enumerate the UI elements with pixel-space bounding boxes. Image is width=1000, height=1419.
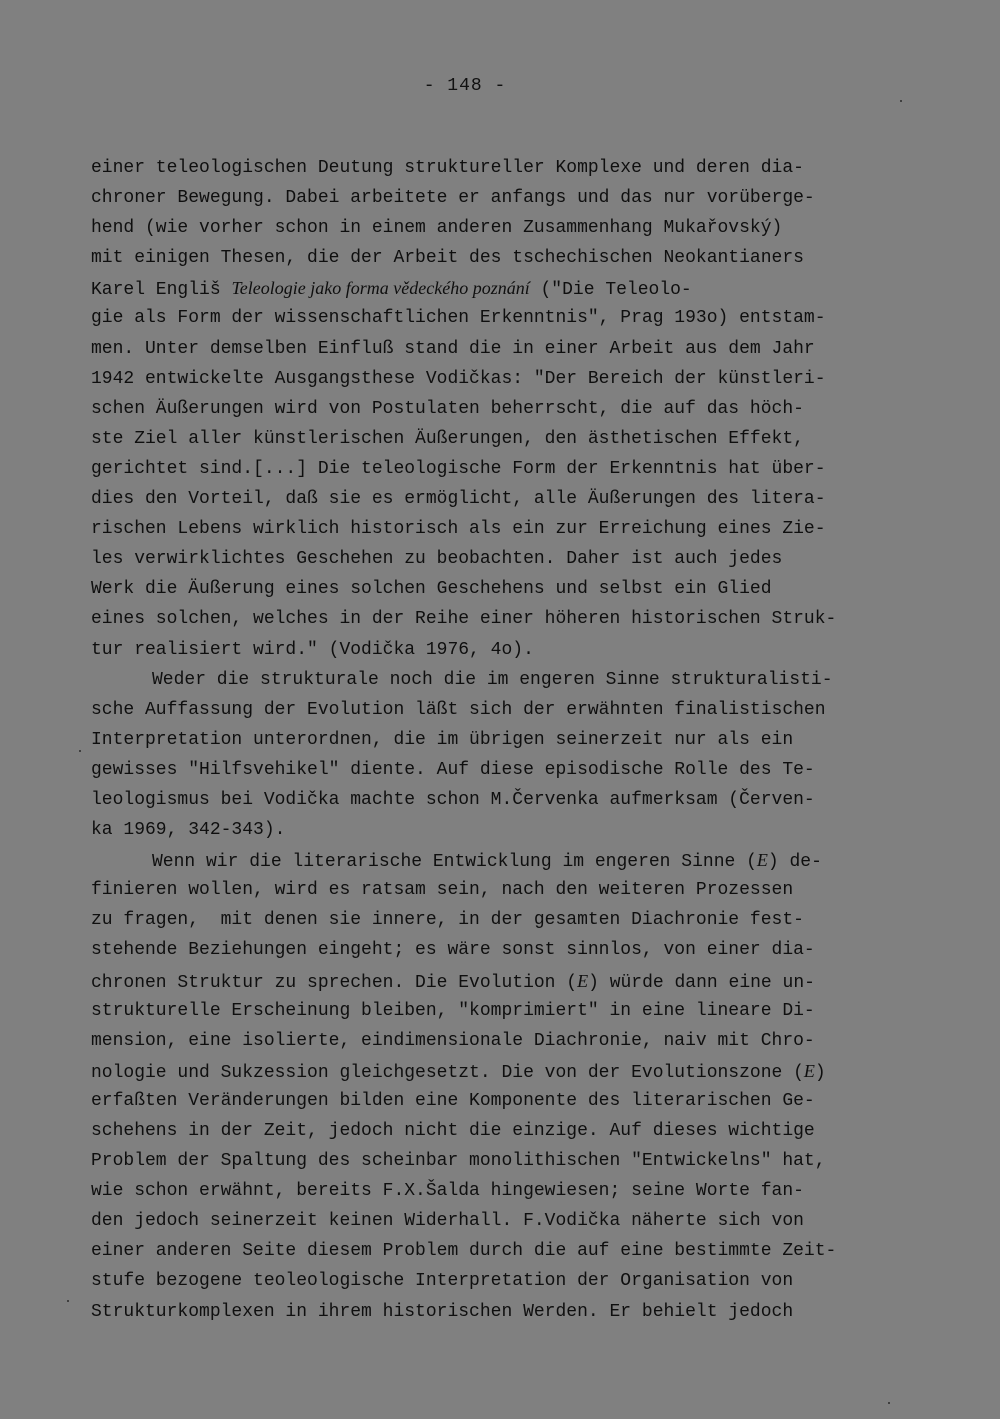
text-segment: Weder die strukturale noch die im engeren Sinne strukturalisti- (152, 669, 833, 690)
text-line (91, 875, 921, 905)
text-line (91, 695, 921, 725)
text-line (91, 454, 921, 484)
text-segment: ("Die Teleolo- (529, 280, 692, 301)
text-line (91, 905, 921, 935)
text-line (91, 213, 921, 243)
text-line (91, 1176, 921, 1206)
text-segment: einer teleologischen Deutung struktureller Komplexe und deren dia- (91, 158, 804, 178)
text-segment: einer anderen Seite diesem Problem durch die auf eine bestimmte Zeit- (91, 1241, 837, 1262)
text-segment: Werk die Äußerung eines solchen Geschehens und selbst ein Glied (91, 579, 772, 600)
scan-speck (79, 750, 81, 752)
text-line (91, 484, 921, 514)
text-line (91, 394, 921, 424)
scan-speck (900, 100, 902, 102)
text-segment: schehens in der Zeit, jedoch nicht die einzige. Auf dieses wichtige (91, 1121, 815, 1141)
text-line (91, 1297, 921, 1327)
text-segment: tur realisiert wird." (Vodička 1976, 4o). (91, 639, 534, 660)
page-number: - 148 - (423, 76, 507, 96)
text-line (91, 1056, 921, 1086)
text-segment: dies den Vorteil, daß sie es ermöglicht, alle Äußerungen des litera- (91, 489, 826, 510)
italic-text: Teleologie jako forma vědeckého poznání (231, 278, 530, 299)
italic-text: E (577, 970, 589, 991)
text-segment: chroner Bewegung. Dabei arbeitete er anfangs und das nur vorüberge- (91, 188, 815, 209)
italic-text: E (756, 850, 768, 871)
text-segment: rischen Lebens wirklich historisch als ein zur Erreichung eines Zie- (91, 519, 826, 540)
text-segment: men. Unter demselben Einfluß stand die in einer Arbeit aus dem Jahr (91, 338, 815, 359)
text-segment: strukturelle Erscheinung bleiben, "komprimiert" in eine lineare Di- (91, 1000, 815, 1021)
text-line (91, 635, 921, 665)
text-line (91, 785, 921, 815)
text-line (91, 1206, 921, 1236)
text-segment: hend (wie vorher schon in einem anderen Zusammenhang Mukařovský) (91, 218, 783, 239)
text-segment: finieren wollen, wird es ratsam sein, nach den weiteren Prozessen (91, 880, 794, 901)
text-segment: chronen Struktur zu sprechen. Die Evolution ( (91, 972, 578, 993)
text-segment: nologie und Sukzession gleichgesetzt. Die von der Evolutionszone ( (91, 1062, 804, 1083)
text-line (91, 514, 921, 544)
text-segment: erfaßten Veränderungen bilden eine Komponente des literarischen Ge- (91, 1090, 815, 1111)
text-line (91, 604, 921, 634)
text-line (91, 966, 921, 996)
text-line (91, 1266, 921, 1296)
text-segment: eines solchen, welches in der Reihe einer höheren historischen Struk- (91, 609, 837, 630)
text-segment: stehende Beziehungen eingeht; es wäre sonst sinnlos, von einer dia- (91, 940, 815, 961)
text-line (91, 153, 921, 183)
text-line (91, 424, 921, 454)
text-line (91, 243, 921, 273)
text-line (91, 1236, 921, 1266)
text-segment: Wenn wir die literarische Entwicklung im engeren Sinne ( (152, 852, 757, 873)
text-segment: schen Äußerungen wird von Postulaten beherrscht, die auf das höch- (91, 398, 804, 419)
text-line (91, 1086, 921, 1116)
text-line (91, 273, 921, 303)
text-segment: gerichtet sind.[...] Die teleologische Form der Erkenntnis hat über- (91, 458, 826, 479)
text-line (91, 1146, 921, 1176)
text-line (91, 755, 921, 785)
paragraph-first-line (91, 665, 921, 695)
text-segment: wie schon erwähnt, bereits F.X.Šalda hingewiesen; seine Worte fan- (91, 1181, 804, 1202)
text-segment: sche Auffassung der Evolution läßt sich der erwähnten finalistischen (91, 699, 826, 720)
text-line (91, 544, 921, 574)
text-segment: 1942 entwickelte Ausgangsthese Vodičkas: "Der Bereich der künstleri- (91, 368, 826, 389)
text-segment: den jedoch seinerzeit keinen Widerhall. F.Vodička näherte sich von (91, 1211, 804, 1232)
text-segment: zu fragen, mit denen sie innere, in der gesamten Diachronie fest- (91, 910, 804, 931)
text-line (91, 183, 921, 213)
text-line (91, 1026, 921, 1056)
text-line (91, 935, 921, 965)
text-segment: ) würde dann eine un- (588, 972, 815, 993)
text-line (91, 996, 921, 1026)
text-line (91, 574, 921, 604)
text-line (91, 303, 921, 333)
text-segment: ste Ziel aller künstlerischen Äußerungen, den ästhetischen Effekt, (91, 428, 804, 449)
text-segment: Interpretation unterordnen, die im übrigen seinerzeit nur als ein (91, 729, 794, 750)
text-line (91, 815, 921, 845)
paragraph-first-line (91, 845, 921, 875)
body-text (91, 153, 921, 1327)
text-segment: leologismus bei Vodička machte schon M.Červenka aufmerksam (Červen- (91, 789, 815, 810)
text-segment: ) (814, 1062, 826, 1083)
text-line (91, 334, 921, 364)
text-segment: Strukturkomplexen in ihrem historischen Werden. Er behielt jedoch (91, 1301, 794, 1322)
text-segment: gewisses "Hilfsvehikel" diente. Auf diese episodische Rolle des Te- (91, 759, 815, 780)
scan-speck (888, 1402, 890, 1404)
scan-speck (67, 1300, 69, 1302)
text-line (91, 1116, 921, 1146)
text-line (91, 725, 921, 755)
text-segment: mension, eine isolierte, eindimensionale Diachronie, naiv mit Chro- (91, 1030, 815, 1051)
text-segment: ka 1969, 342-343). (91, 820, 286, 841)
italic-text: E (803, 1060, 815, 1081)
text-segment: Karel Engliš (91, 280, 232, 301)
text-segment: stufe bezogene teoleologische Interpretation der Organisation von (91, 1271, 794, 1292)
text-segment: mit einigen Thesen, die der Arbeit des tschechischen Neokantianers (91, 248, 804, 269)
text-line (91, 364, 921, 394)
text-segment: gie als Form der wissenschaftlichen Erkenntnis", Prag 193o) entstam- (91, 308, 826, 329)
text-segment: ) de- (767, 852, 822, 873)
text-segment: Problem der Spaltung des scheinbar monolithischen "Entwickelns" hat, (91, 1151, 826, 1172)
text-segment: les verwirklichtes Geschehen zu beobachten. Daher ist auch jedes (91, 549, 783, 570)
